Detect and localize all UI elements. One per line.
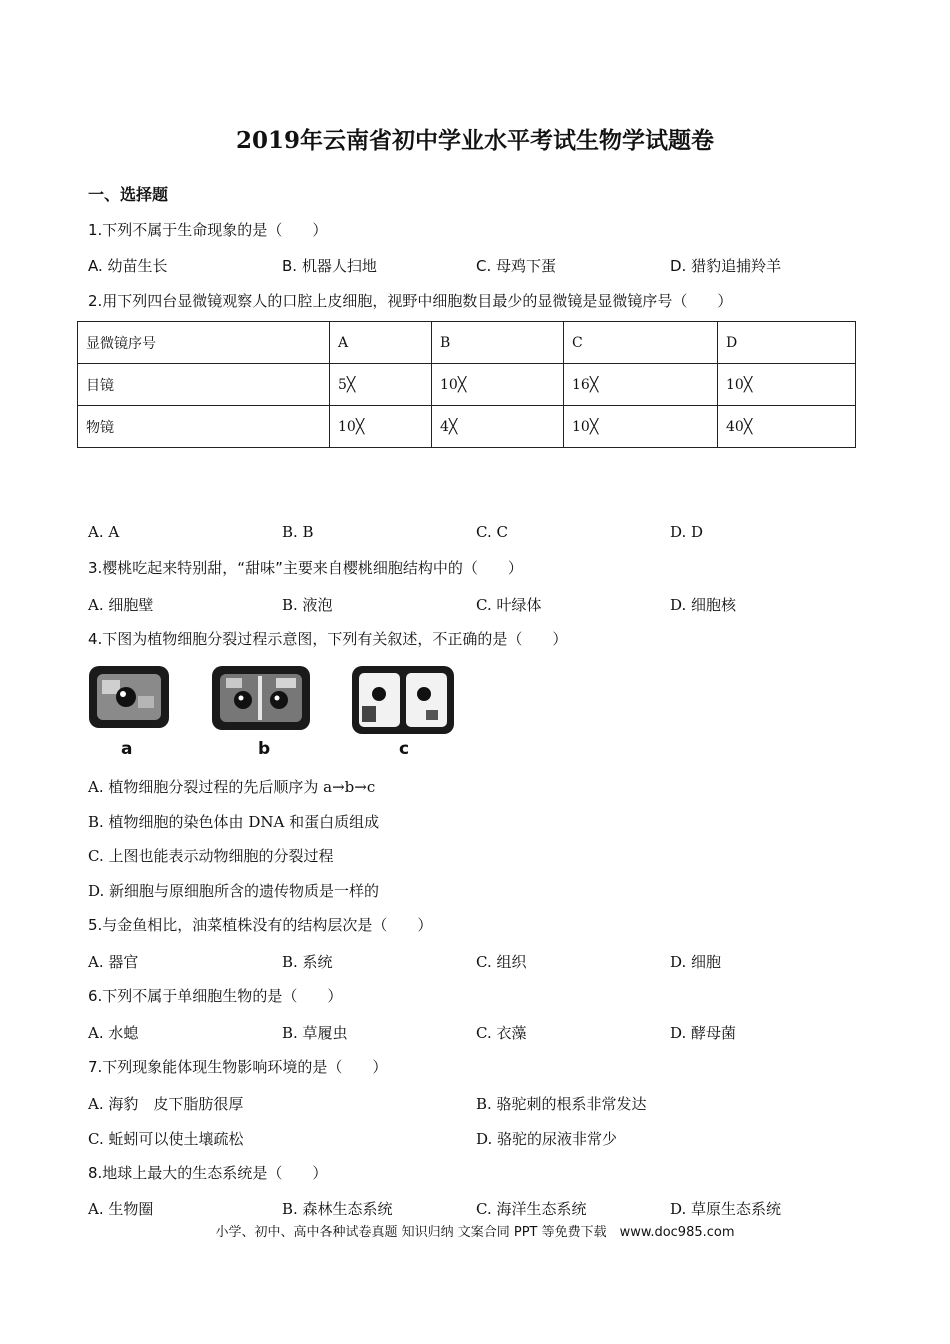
q4-option-b: B. 植物细胞的染色体由 DNA 和蛋白质组成	[88, 813, 380, 831]
q3-option-a: A. 细胞壁	[88, 596, 154, 614]
question-4-stem: 4.下图为植物细胞分裂过程示意图，下列有关叙述，不正确的是（ ）	[88, 630, 568, 648]
table-cell: 16╳	[564, 364, 718, 406]
question-3-stem: 3.樱桃吃起来特别甜，“甜味”主要来自樱桃细胞结构中的（ ）	[88, 559, 523, 577]
cell-division-figure	[86, 662, 466, 762]
question-7-stem: 7.下列现象能体现生物影响环境的是（ ）	[88, 1058, 388, 1076]
q8-option-a: A. 生物圈	[88, 1200, 154, 1218]
q4-option-a: A. 植物细胞分裂过程的先后顺序为 a→b→c	[88, 778, 376, 796]
table-cell: 物镜	[78, 406, 330, 448]
table-cell: 10╳	[432, 364, 564, 406]
table-cell: A	[330, 322, 432, 364]
question-5-stem: 5.与金鱼相比，油菜植株没有的结构层次是（ ）	[88, 916, 433, 934]
q8-option-b: B. 森林生态系统	[282, 1200, 393, 1218]
table-cell: B	[432, 322, 564, 364]
q2-option-a: A. A	[88, 523, 120, 541]
question-1-stem: 1.下列不属于生命现象的是（ ）	[88, 221, 328, 239]
table-cell: 目镜	[78, 364, 330, 406]
q4-option-c: C. 上图也能表示动物细胞的分裂过程	[88, 847, 334, 865]
q3-option-d: D. 细胞核	[670, 596, 737, 614]
q3-option-c: C. 叶绿体	[476, 596, 542, 614]
q5-option-c: C. 组织	[476, 953, 527, 971]
table-cell: 10╳	[330, 406, 432, 448]
page-footer: 小学、初中、高中各种试卷真题 知识归纳 文案合同 PPT 等免费下载 www.doc985.com	[215, 1225, 735, 1240]
q6-option-a: A. 水螅	[88, 1024, 139, 1042]
cell-b	[212, 666, 310, 730]
figure-label-b: b	[258, 739, 271, 759]
table-cell: 10╳	[564, 406, 718, 448]
q1-option-c: C. 母鸡下蛋	[476, 257, 557, 275]
q4-option-d: D. 新细胞与原细胞所含的遗传物质是一样的	[88, 882, 380, 900]
table-cell: 4╳	[432, 406, 564, 448]
table-cell: 显微镜序号	[78, 322, 330, 364]
q2-option-b: B. B	[282, 523, 314, 541]
q7-option-a: A. 海豹 皮下脂肪很厚	[88, 1095, 244, 1113]
cell-c	[352, 666, 454, 734]
table-cell: 5╳	[330, 364, 432, 406]
q5-option-d: D. 细胞	[670, 953, 722, 971]
cell-a	[89, 666, 169, 728]
q6-option-b: B. 草履虫	[282, 1024, 348, 1042]
figure-label-a: a	[121, 739, 133, 759]
q8-option-c: C. 海洋生态系统	[476, 1200, 587, 1218]
q6-option-c: C. 衣藻	[476, 1024, 527, 1042]
q7-option-c: C. 蚯蚓可以使土壤疏松	[88, 1130, 244, 1148]
q3-option-b: B. 液泡	[282, 596, 333, 614]
q1-option-d: D. 猎豹追捕羚羊	[670, 257, 782, 275]
table-cell: C	[564, 322, 718, 364]
q5-option-b: B. 系统	[282, 953, 333, 971]
q7-option-d: D. 骆驼的尿液非常少	[476, 1130, 618, 1148]
question-2-stem: 2.用下列四台显微镜观察人的口腔上皮细胞，视野中细胞数目最少的显微镜是显微镜序号（ ）	[88, 292, 733, 310]
table-cell: D	[718, 322, 856, 364]
q2-option-d: D. D	[670, 523, 704, 541]
question-6-stem: 6.下列不属于单细胞生物的是（ ）	[88, 987, 343, 1005]
table-row	[78, 406, 856, 448]
q1-option-a: A. 幼苗生长	[88, 257, 168, 275]
microscope-table	[77, 321, 856, 448]
q5-option-a: A. 器官	[88, 953, 139, 971]
section-heading: 一、选择题	[88, 185, 169, 204]
table-cell: 10╳	[718, 364, 856, 406]
q1-option-b: B. 机器人扫地	[282, 257, 377, 275]
q6-option-d: D. 酵母菌	[670, 1024, 737, 1042]
cell-division-diagram	[86, 662, 466, 762]
page-title: 2019年云南省初中学业水平考试生物学试题卷	[235, 127, 714, 154]
q8-option-d: D. 草原生态系统	[670, 1200, 782, 1218]
question-8-stem: 8.地球上最大的生态系统是（ ）	[88, 1164, 328, 1182]
table-cell: 40╳	[718, 406, 856, 448]
q7-option-b: B. 骆驼刺的根系非常发达	[476, 1095, 647, 1113]
figure-label-c: c	[399, 739, 410, 759]
table-row	[78, 364, 856, 406]
table-row	[78, 322, 856, 364]
q2-option-c: C. C	[476, 523, 508, 541]
